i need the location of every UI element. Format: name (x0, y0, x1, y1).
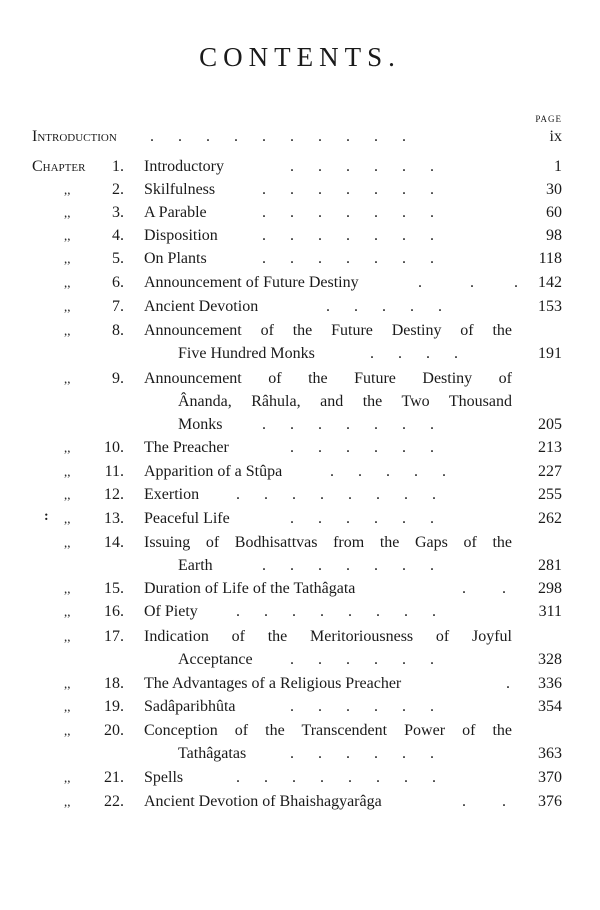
chapter-page: 213 (538, 439, 562, 456)
chapter-page: 281 (538, 557, 562, 574)
toc-entry-chapter-9-cont (0, 391, 600, 413)
chapter-page: 142 (538, 274, 562, 291)
leader-dots: . (506, 675, 510, 692)
chapter-title: Disposition (144, 227, 218, 244)
chapter-number: 17. (104, 628, 124, 645)
margin-mark: : (44, 509, 49, 524)
ditto-mark: ,, (64, 794, 71, 809)
chapter-title: Spells (144, 769, 184, 786)
chapter-number: 19. (104, 698, 124, 715)
chapter-page: 328 (538, 651, 562, 668)
chapter-page: 205 (538, 416, 562, 433)
page-title: CONTENTS. (199, 42, 401, 72)
chapter-page: 153 (538, 298, 562, 315)
chapter-title: Of Piety (144, 603, 198, 620)
ditto-mark: ,, (64, 604, 71, 619)
chapter-title: The Preacher (144, 439, 229, 456)
toc-entry-chapter-11[interactable] (0, 461, 600, 483)
chapter-page: 227 (538, 463, 562, 480)
chapter-title: Ancient Devotion of Bhaishagyarâga (144, 793, 382, 810)
toc-entry-chapter-19[interactable] (0, 696, 600, 718)
leader-dots: . . . . . . . (262, 227, 434, 244)
toc-entry-chapter-3[interactable] (0, 202, 600, 224)
toc-entry-chapter-14-cont[interactable] (0, 555, 600, 577)
chapter-page: 354 (538, 698, 562, 715)
chapter-title: Apparition of a Stûpa (144, 463, 283, 480)
ditto-mark: ,, (64, 275, 71, 290)
ditto-mark: ,, (64, 629, 71, 644)
ditto-mark: ,, (64, 511, 71, 526)
chapter-number: 5. (112, 250, 124, 267)
chapter-page: 60 (546, 204, 562, 221)
chapter-number: 12. (104, 486, 124, 503)
toc-entry-chapter-17-cont[interactable] (0, 649, 600, 671)
chapter-number: 14. (104, 534, 124, 551)
ditto-mark: ,, (64, 299, 71, 314)
toc-entry-introduction[interactable] (0, 126, 600, 148)
ditto-mark: ,, (64, 251, 71, 266)
leader-dots: . . . . . . . (262, 250, 434, 267)
leader-dots: . . . . . . (290, 651, 434, 668)
toc-entry-chapter-6[interactable] (0, 272, 600, 294)
chapter-page: 30 (546, 181, 562, 198)
chapter-page: 1 (554, 158, 562, 175)
chapter-title-line1: Issuing of Bodhisattvas from the Gaps of the (144, 534, 512, 551)
chapter-number: 6. (112, 274, 124, 291)
leader-dots: . . . . . . (290, 439, 434, 456)
leader-dots: . . . . . . . (262, 204, 434, 221)
leader-dots: . . . . . . . (262, 416, 434, 433)
chapter-title-line1: Announcement of the Future Destiny of (144, 370, 512, 387)
ditto-mark: ,, (64, 676, 71, 691)
toc-entry-chapter-9-cont2[interactable] (0, 414, 600, 436)
chapter-title-line1: Announcement of the Future Destiny of the (144, 322, 512, 339)
chapter-title-line3: Monks (178, 416, 223, 433)
leader-dots: . . . . . . . . . . (150, 128, 406, 145)
toc-entry-chapter-20[interactable] (0, 720, 600, 742)
toc-entry-chapter-16[interactable] (0, 601, 600, 623)
chapter-title: On Plants (144, 250, 207, 267)
chapter-title: Introductory (144, 158, 224, 175)
toc-entry-chapter-1[interactable] (0, 156, 600, 178)
chapter-number: 22. (104, 793, 124, 810)
toc-entry-chapter-10[interactable] (0, 437, 600, 459)
chapter-title-line2: Acceptance (178, 651, 253, 668)
entry-label: Introduction (32, 128, 117, 145)
chapter-number: 18. (104, 675, 124, 692)
toc-entry-chapter-15[interactable] (0, 578, 600, 600)
ditto-mark: ,, (64, 228, 71, 243)
ditto-mark: ,, (64, 699, 71, 714)
leader-dots: . . . . . . (290, 745, 434, 762)
chapter-page: 298 (538, 580, 562, 597)
chapter-number: 13. (104, 510, 124, 527)
chapter-page: 191 (538, 345, 562, 362)
toc-entry-chapter-4[interactable] (0, 225, 600, 247)
leader-dots: . . . (418, 274, 518, 291)
leader-dots: . . (462, 793, 506, 810)
toc-entry-chapter-8[interactable] (0, 320, 600, 342)
chapter-title: Duration of Life of the Tathâgata (144, 580, 356, 597)
chapter-title: Skilfulness (144, 181, 216, 198)
chapter-number: 4. (112, 227, 124, 244)
chapter-title-line2: Earth (178, 557, 213, 574)
ditto-mark: ,, (64, 581, 71, 596)
toc-entry-chapter-5[interactable] (0, 248, 600, 270)
chapter-page: 370 (538, 769, 562, 786)
leader-dots: . . . . . . (290, 158, 434, 175)
chapter-title: Peaceful Life (144, 510, 230, 527)
chapter-page: 118 (538, 250, 562, 267)
chapter-title: Ancient Devotion (144, 298, 259, 315)
chapter-title-line1: Indication of the Meritoriousness of Joyful (144, 628, 512, 645)
chapter-number: 11. (104, 463, 124, 480)
page-column-label: PAGE (535, 114, 562, 124)
toc-entry-chapter-7[interactable] (0, 296, 600, 318)
chapter-number: 16. (104, 603, 124, 620)
chapter-number: 21. (104, 769, 124, 786)
chapter-page: 336 (538, 675, 562, 692)
chapter-title: Exertion (144, 486, 200, 503)
chapter-number: 15. (104, 580, 124, 597)
chapter-title: The Advantages of a Religious Preacher (144, 675, 402, 692)
chapter-number: 2. (112, 181, 124, 198)
ditto-mark: ,, (64, 723, 71, 738)
toc-entry-chapter-21[interactable] (0, 767, 600, 789)
ditto-mark: ,, (64, 535, 71, 550)
ditto-mark: ,, (64, 440, 71, 455)
chapter-number: 1. (112, 158, 124, 175)
toc-entry-chapter-2[interactable] (0, 179, 600, 201)
ditto-mark: ,, (64, 487, 71, 502)
chapter-page: 311 (538, 603, 562, 620)
entry-page: ix (549, 128, 562, 145)
toc-entry-chapter-14[interactable] (0, 532, 600, 554)
leader-dots: . . . . . (330, 463, 446, 480)
chapter-number: 8. (112, 322, 124, 339)
chapter-page: 255 (538, 486, 562, 503)
chapter-title-line2: Tathâgatas (178, 745, 247, 762)
chapter-title: Announcement of Future Destiny (144, 274, 359, 291)
leader-dots: . . . . . . (290, 698, 434, 715)
chapter-number: 10. (104, 439, 124, 456)
toc-entry-chapter-20-cont[interactable] (0, 743, 600, 765)
chapter-page: 262 (538, 510, 562, 527)
ditto-mark: ,, (64, 205, 71, 220)
toc-entry-chapter-22[interactable] (0, 791, 600, 813)
toc-entry-chapter-12[interactable] (0, 484, 600, 506)
leader-dots: . . . . (370, 345, 458, 362)
chapter-title: Sadâparibhûta (144, 698, 236, 715)
ditto-mark: ,, (64, 371, 71, 386)
leader-dots: . . . . . . . (262, 557, 434, 574)
chapter-page: 98 (546, 227, 562, 244)
chapter-page: 376 (538, 793, 562, 810)
leader-dots: . . (462, 580, 506, 597)
chapter-title-line1: Conception of the Transcendent Power of the (144, 722, 512, 739)
ditto-mark: ,, (64, 770, 71, 785)
leader-dots: . . . . . . . . (236, 603, 436, 620)
toc-entry-chapter-9[interactable] (0, 368, 600, 390)
toc-entry-chapter-8-cont[interactable] (0, 343, 600, 365)
leader-dots: . . . . . . . . (236, 769, 436, 786)
toc-entry-chapter-13[interactable] (0, 508, 600, 530)
chapter-word: Chapter (32, 158, 86, 175)
chapter-page: 363 (538, 745, 562, 762)
ditto-mark: ,, (64, 323, 71, 338)
chapter-title-line2: Ânanda, Râhula, and the Two Thousand (178, 393, 512, 410)
ditto-mark: ,, (64, 182, 71, 197)
chapter-title-line2: Five Hundred Monks (178, 345, 315, 362)
chapter-number: 20. (104, 722, 124, 739)
leader-dots: . . . . . (326, 298, 442, 315)
leader-dots: . . . . . . (290, 510, 434, 527)
chapter-number: 7. (112, 298, 124, 315)
leader-dots: . . . . . . . . (236, 486, 436, 503)
leader-dots: . . . . . . . (262, 181, 434, 198)
chapter-number: 3. (112, 204, 124, 221)
chapter-title: A Parable (144, 204, 207, 221)
toc-entry-chapter-18[interactable] (0, 673, 600, 695)
ditto-mark: ,, (64, 464, 71, 479)
chapter-number: 9. (112, 370, 124, 387)
toc-entry-chapter-17[interactable] (0, 626, 600, 648)
